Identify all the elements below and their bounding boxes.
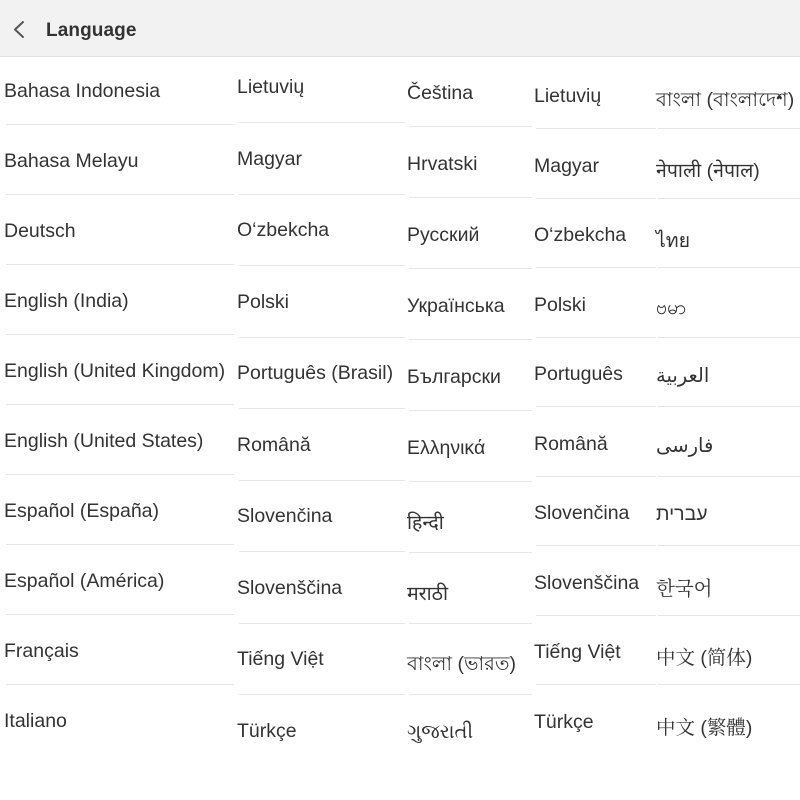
language-label: Slovenščina (237, 576, 343, 599)
row-divider (409, 268, 532, 269)
language-option[interactable] (407, 413, 532, 483)
language-label: Magyar (534, 154, 600, 177)
language-column-3 (407, 56, 532, 800)
language-label: Slovenčina (534, 502, 630, 524)
language-option[interactable] (534, 618, 656, 688)
language-label: 한국어 (656, 577, 713, 600)
language-label: Magyar (237, 147, 303, 170)
language-option[interactable] (4, 196, 234, 266)
row-divider (6, 264, 234, 265)
language-column-1 (4, 56, 234, 800)
row-divider (536, 128, 656, 129)
language-option[interactable] (656, 618, 800, 688)
language-option[interactable] (407, 555, 532, 625)
back-button[interactable] (4, 14, 34, 44)
language-label: English (United States) (4, 430, 204, 452)
language-label: Español (América) (4, 570, 165, 592)
language-option[interactable] (534, 410, 656, 480)
language-label: Polski (237, 290, 290, 313)
language-label: Русский (407, 224, 480, 246)
language-option[interactable] (4, 406, 234, 476)
language-option[interactable] (656, 271, 800, 341)
language-option[interactable] (534, 201, 656, 271)
language-option[interactable] (4, 336, 234, 406)
language-option[interactable] (237, 56, 405, 126)
language-label: English (India) (4, 290, 129, 312)
language-column-2 (237, 56, 405, 800)
row-divider (536, 406, 656, 407)
language-option[interactable] (407, 342, 532, 412)
row-divider (6, 334, 234, 335)
row-divider (658, 267, 800, 268)
language-label: Lietuvių (534, 85, 602, 107)
language-column-5 (656, 56, 800, 800)
language-option[interactable] (407, 484, 532, 554)
row-divider (658, 406, 800, 407)
language-label: বাংলা (বাংলাদেশ) (656, 89, 795, 111)
row-divider (536, 198, 656, 199)
language-option[interactable] (237, 485, 405, 555)
row-divider (658, 545, 800, 546)
language-option[interactable] (407, 129, 532, 199)
language-label: فارسی (656, 434, 714, 457)
language-option[interactable] (534, 549, 656, 619)
language-label: Türkçe (237, 719, 297, 742)
language-label: Română (534, 432, 608, 455)
language-option[interactable] (656, 132, 800, 202)
language-option[interactable] (534, 132, 656, 202)
language-label: हिन्दी (407, 512, 444, 534)
language-label: English (United Kingdom) (4, 360, 226, 382)
language-label: বাংলা (ভারত) (407, 653, 517, 675)
language-option[interactable] (534, 688, 656, 758)
language-option[interactable] (656, 688, 800, 758)
row-divider (658, 684, 800, 685)
language-label: Español (España) (4, 500, 160, 522)
language-label: मराठी (407, 583, 449, 605)
language-option[interactable] (237, 342, 405, 412)
language-label: Slovenščina (534, 571, 640, 594)
language-label: עברית (656, 503, 708, 525)
row-divider (409, 339, 532, 340)
language-label: Tiếng Việt (237, 648, 324, 670)
language-label: Tiếng Việt (534, 641, 621, 663)
row-divider (6, 404, 234, 405)
row-divider (658, 476, 800, 477)
row-divider (239, 337, 405, 338)
language-option[interactable] (534, 271, 656, 341)
language-option[interactable] (656, 62, 800, 132)
row-divider (239, 480, 405, 481)
language-option[interactable] (4, 126, 234, 196)
language-option[interactable] (237, 414, 405, 484)
language-option[interactable] (407, 697, 532, 767)
row-divider (658, 198, 800, 199)
row-divider (239, 194, 405, 195)
language-option[interactable] (407, 271, 532, 341)
language-label: Български (407, 366, 501, 388)
language-option[interactable] (656, 549, 800, 619)
row-divider (536, 684, 656, 685)
language-label: العربية (656, 365, 710, 387)
row-divider (239, 122, 405, 123)
language-option[interactable] (656, 410, 800, 480)
language-label: ગુજરાતી (407, 721, 474, 743)
language-label: Bahasa Melayu (4, 150, 139, 172)
language-label: Čeština (407, 82, 474, 104)
language-label: ไทย (656, 230, 691, 252)
language-option[interactable] (237, 271, 405, 341)
language-label: 中文 (简体) (656, 647, 753, 669)
row-divider (536, 545, 656, 546)
language-option[interactable] (656, 340, 800, 410)
language-label: O‘zbekcha (534, 224, 627, 246)
language-option[interactable] (407, 200, 532, 270)
row-divider (409, 126, 532, 127)
row-divider (239, 408, 405, 409)
language-option[interactable] (4, 616, 234, 686)
language-option[interactable] (4, 546, 234, 616)
row-divider (409, 197, 532, 198)
language-option[interactable] (407, 58, 532, 128)
language-option[interactable] (4, 266, 234, 336)
row-divider (6, 614, 234, 615)
language-option[interactable] (656, 201, 800, 271)
language-label: Português (534, 363, 623, 385)
language-label: Română (237, 433, 311, 456)
language-option[interactable] (4, 686, 234, 756)
language-option[interactable] (534, 479, 656, 549)
row-divider (658, 337, 800, 338)
language-label: नेपाली (नेपाल) (656, 159, 760, 182)
language-label: Bahasa Indonesia (4, 80, 161, 102)
language-label: ဗမာ (656, 296, 687, 319)
language-option[interactable] (4, 56, 234, 126)
language-label: Português (Brasil) (237, 362, 394, 384)
language-option[interactable] (4, 476, 234, 546)
language-option[interactable] (237, 700, 405, 770)
row-divider (6, 684, 234, 685)
row-divider (409, 694, 532, 695)
language-label: Polski (534, 293, 587, 316)
language-label: Lietuvių (237, 76, 305, 98)
row-divider (6, 124, 234, 125)
language-label: Українська (407, 295, 505, 317)
language-column-4 (534, 56, 656, 800)
language-label: Slovenčina (237, 505, 333, 527)
language-option[interactable] (656, 479, 800, 549)
row-divider (536, 615, 656, 616)
row-divider (239, 265, 405, 266)
language-label: Türkçe (534, 710, 594, 733)
language-option[interactable] (407, 626, 532, 696)
row-divider (409, 623, 532, 624)
row-divider (536, 476, 656, 477)
row-divider (239, 623, 405, 624)
row-divider (536, 267, 656, 268)
app-header (0, 0, 800, 57)
row-divider (409, 410, 532, 411)
row-divider (658, 615, 800, 616)
language-label: O‘zbekcha (237, 219, 330, 241)
row-divider (658, 128, 800, 129)
row-divider (239, 551, 405, 552)
language-label: 中文 (繁體) (656, 716, 753, 739)
row-divider (536, 337, 656, 338)
row-divider (6, 194, 234, 195)
language-label: Italiano (4, 710, 67, 732)
row-divider (409, 552, 532, 553)
row-divider (6, 544, 234, 545)
language-option[interactable] (237, 557, 405, 627)
page-title: Language (46, 20, 137, 41)
language-option[interactable] (237, 628, 405, 698)
language-label: Deutsch (4, 220, 76, 242)
row-divider (239, 694, 405, 695)
row-divider (6, 474, 234, 475)
language-option[interactable] (237, 128, 405, 198)
row-divider (409, 481, 532, 482)
chevron-left-icon (4, 14, 34, 44)
language-option[interactable] (534, 62, 656, 132)
language-label: Ελληνικά (407, 437, 486, 459)
language-label: Français (4, 640, 79, 662)
language-label: Hrvatski (407, 153, 478, 175)
language-option[interactable] (534, 340, 656, 410)
language-option[interactable] (237, 199, 405, 269)
